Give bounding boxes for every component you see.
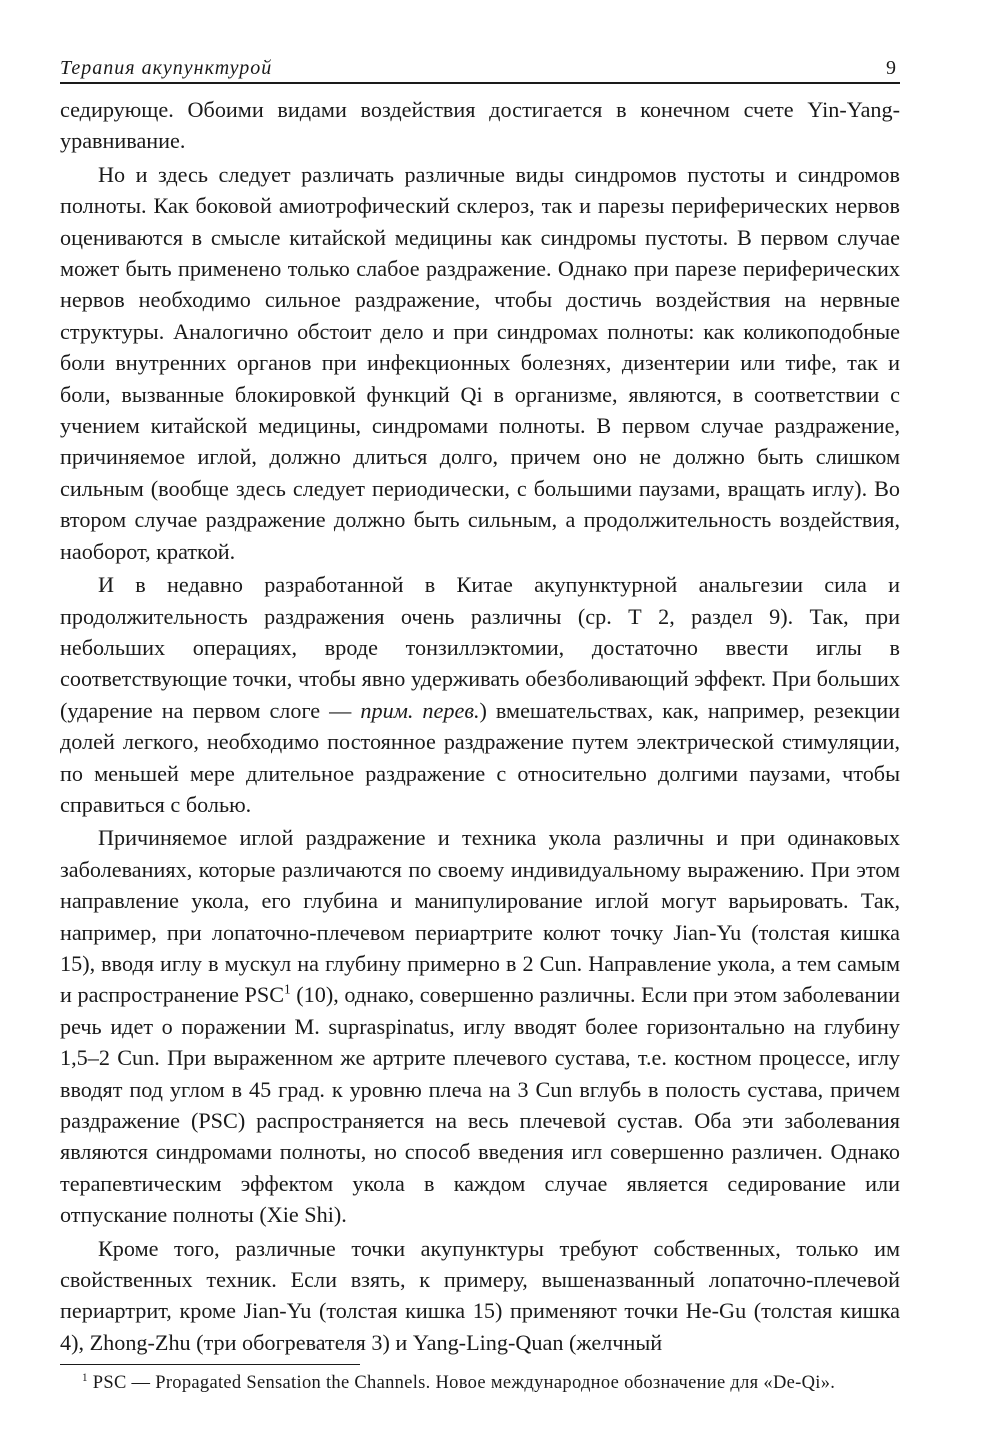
paragraph-4-text-a: Причиняемое иглой раздражение и техника укола различны и при одинаковых заболеваниях, которые различаются по своему индивидуальному выражению. При этом направление укола, его глубина и манипулирование иглой могут варьировать. Так, например, при лопаточно-плечевом периартрите колют точку Jian-Yu (толстая кишка 15), вводя иглу в мускул на глубину примерно в 2 Cun. Направление укола, а тем самым и распространение PSC xyxy=(60,825,900,1008)
paragraph-5 xyxy=(60,1233,900,1359)
page-number: 9 xyxy=(886,57,896,79)
paragraph-1-text: седирующе. Обоими видами воздействия достигается в конечном счете Yin-Yang-уравнивание. xyxy=(60,97,900,154)
footnote-marker: 1 xyxy=(82,1372,88,1385)
footnote xyxy=(60,1371,900,1395)
footnote-reference[interactable]: 1 xyxy=(284,981,291,997)
paragraph-4-text-b: (10), однако, совершенно различны. Если при этом заболевании речь идет о поражении M. supraspinatus, иглу вводят более горизонтально на глубину 1,5–2 Cun. При выраженном же артрите плечевого сустава, т.е. костном процессе, иглу вводят под углом в 45 град. к уровню плеча на 3 Cun вглубь в полость сустава, причем раздражение (PSC) распространяется на весь плечевой сустав. Оба эти заболевания являются синдромами полноты, но способ введения игл совершенно различен. Однако терапевтическим эффектом укола в каждом случае является седирование или отпускание полноты (Xie Shi). xyxy=(60,982,900,1228)
paragraph-2-text: Но и здесь следует различать различные виды синдромов пустоты и синдромов полноты. Как боковой амиотрофический склероз, так и парезы периферических нервов оцениваются в смысле китайской медицины как синдромы пустоты. В первом случае может быть применено только слабое раздражение. Однако при парезе периферических нервов необходимо сильное раздражение, чтобы достичь воздействия на нервные структуры. Аналогично обстоит дело и при синдромах полноты: как коликоподобные боли внутренних органов при инфекционных болезнях, дизентерии или тифе, так и боли, вызванные блокировкой функций Qi в организме, являются, в соответствии с учением китайской медицины, синдромами полноты. В первом случае раздражение, причиняемое иглой, должно длиться долго, причем оно не должно быть слишком сильным (вообще здесь следует периодически, с большими паузами, вращать иглу). Во втором случае раздражение должно быть сильным, а продолжительность воздействия, наоборот, краткой. xyxy=(60,161,900,564)
running-head xyxy=(60,50,900,84)
paragraph-3-text-a: И в недавно разработанной в Китае акупунктурной анальгезии сила и продолжительность раздражения очень различны (ср. Т 2, раздел 9). Так, при небольших операциях, вроде тонзиллэктомии, достаточно ввести иглы в соответствующие точки, чтобы явно удерживать обезболивающий эффект. При больших (ударение на первом слоге — xyxy=(60,572,900,723)
footnote-divider xyxy=(60,1364,360,1365)
footnote-text: PSC — Propagated Sensation the Channels. Новое международное обозначение для «De-Qi». xyxy=(87,1373,836,1394)
paragraph-3 xyxy=(60,569,900,820)
paragraph-2 xyxy=(60,159,900,567)
paragraph-1 xyxy=(60,94,900,157)
body-text xyxy=(60,94,900,1358)
running-title: Терапия акупунктурой xyxy=(60,57,273,79)
paragraph-5-text: Кроме того, различные точки акупунктуры требуют собственных, только им свойственных техник. Если взять, к примеру, вышеназванный лопаточно-плечевой периартрит, кроме Jian-Yu (толстая кишка 15) применяют точки He-Gu (толстая кишка 4), Zhong-Zhu (три обогревателя 3) и Yang-Ling-Quan (желчный xyxy=(60,1235,900,1355)
paragraph-3-text-b: ) вмешательствах, как, например, резекции долей легкого, необходимо постоянное раздражение путем электрической стимуляции, по меньшей мере длительное раздражение с относительно долгими паузами, чтобы справиться с болью. xyxy=(60,697,900,817)
paragraph-4 xyxy=(60,822,900,1230)
document-page xyxy=(60,50,900,1395)
translator-note: прим. перев. xyxy=(360,697,480,723)
